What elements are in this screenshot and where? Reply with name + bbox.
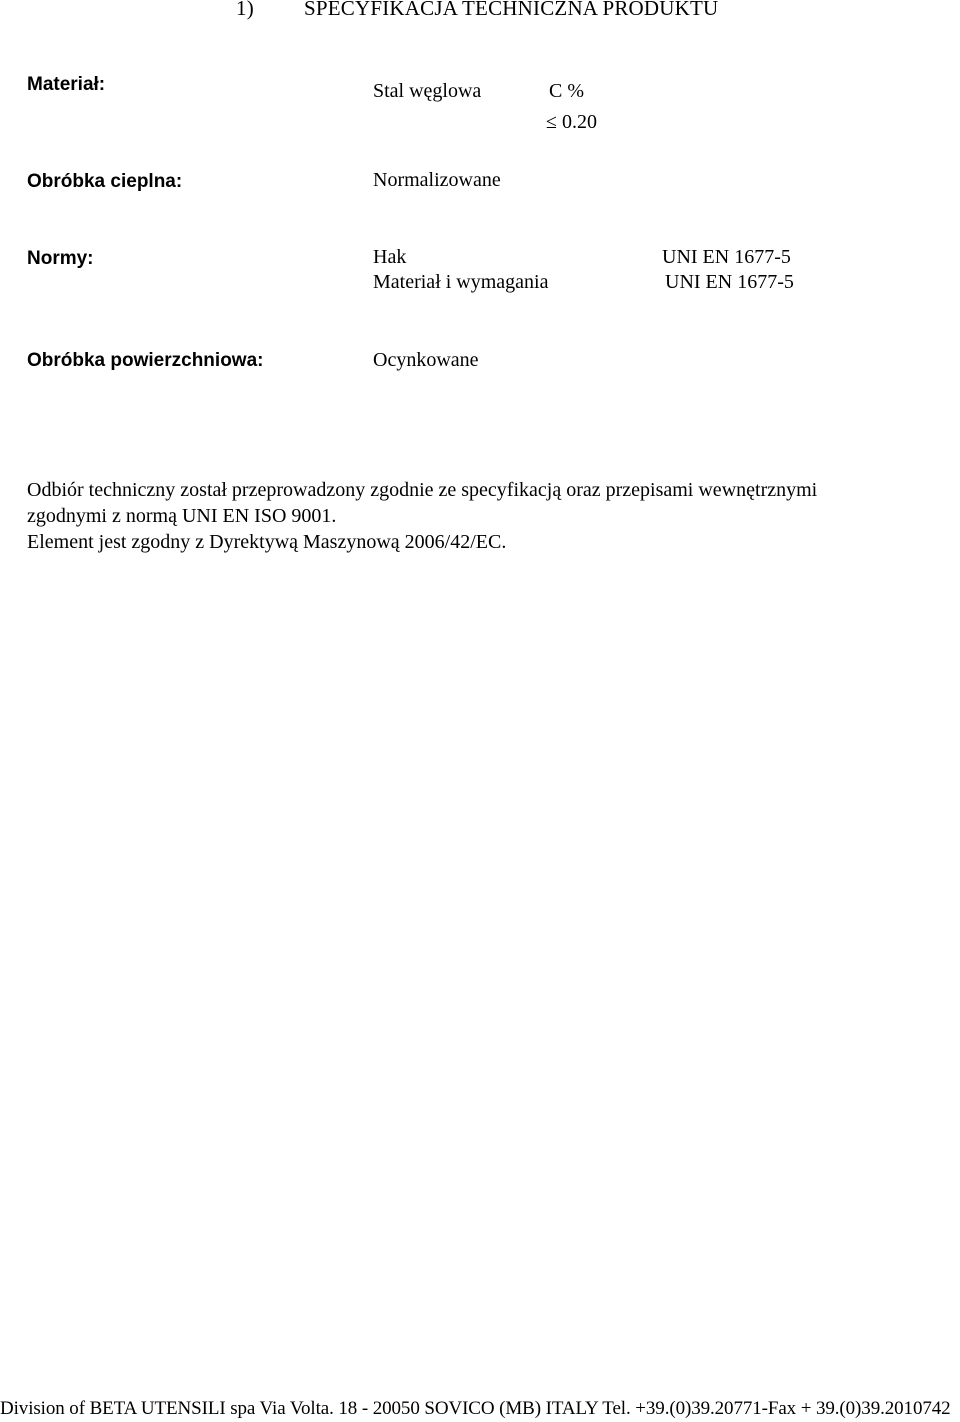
surface-treatment-value: Ocynkowane <box>373 349 479 371</box>
heat-treatment-label: Obróbka cieplna: <box>27 171 183 192</box>
statement-line: Element jest zgodny z Dyrektywą Maszynową 2006/42/EC. <box>27 531 507 553</box>
heat-treatment-value: Normalizowane <box>373 169 501 191</box>
standards-label: Normy: <box>27 248 94 269</box>
inspection-statement <box>27 477 947 555</box>
surface-treatment-label: Obróbka powierzchniowa: <box>27 350 264 371</box>
section-title: SPECYFIKACJA TECHNICZNA PRODUKTU <box>304 0 719 20</box>
standard-row-name: Materiał i wymagania <box>373 271 549 293</box>
carbon-value: ≤ 0.20 <box>546 111 597 133</box>
carbon-label: C % <box>549 80 584 102</box>
material-label: Materiał: <box>27 74 106 95</box>
section-number: 1) <box>236 0 254 20</box>
standard-row-value: UNI EN 1677-5 <box>665 271 794 293</box>
page-footer: Division of BETA UTENSILI spa Via Volta. 18 - 20050 SOVICO (MB) ITALY Tel. +39.(0)39.20771-Fax + 39.(0)39.2010742 <box>0 1398 951 1419</box>
statement-line: Odbiór techniczny został przeprowadzony zgodnie ze specyfikacją oraz przepisami wewnętrznymi <box>27 479 818 501</box>
standard-row-name: Hak <box>373 246 407 268</box>
material-value: Stal węglowa <box>373 80 482 102</box>
standard-row-value: UNI EN 1677-5 <box>662 246 791 268</box>
statement-line: zgodnymi z normą UNI EN ISO 9001. <box>27 505 337 527</box>
